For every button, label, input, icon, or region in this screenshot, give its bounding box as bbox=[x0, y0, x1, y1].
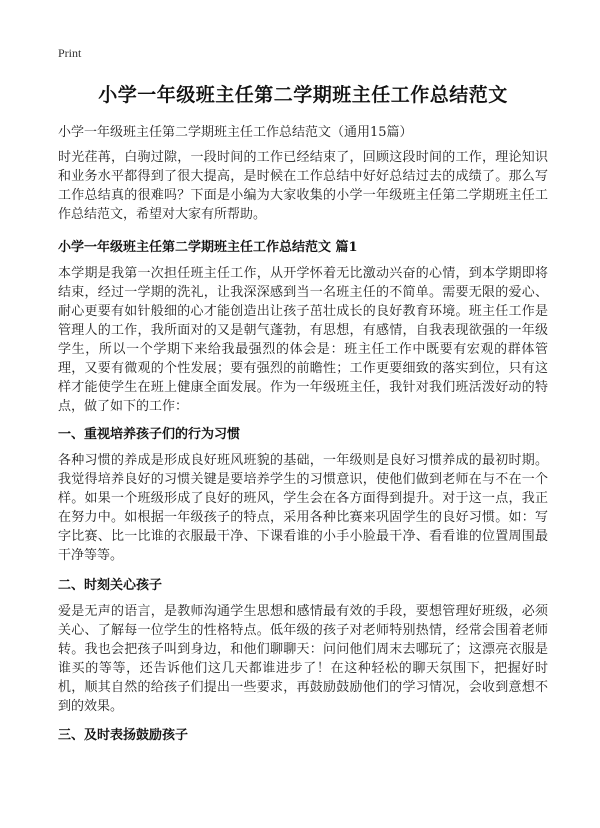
print-link[interactable]: Print bbox=[58, 46, 82, 60]
document-subtitle: 小学一年级班主任第二学期班主任工作总结范文（通用15篇） bbox=[58, 125, 413, 140]
document-title: 小学一年级班主任第二学期班主任工作总结范文 bbox=[98, 84, 508, 106]
section-heading: 三、及时表扬鼓励孩子 bbox=[58, 728, 189, 743]
article-heading: 小学一年级班主任第二学期班主任工作总结范文 篇1 bbox=[58, 240, 358, 255]
section-body: 爱是无声的语言，是教师沟通学生思想和感情最有效的手段，要想管理好班级，必须关心、了解每一位学生的性格特点。低年级的孩子对老师特别热情，经常会围着老师转。我也会把孩子叫到身边，和他们聊聊天：问问他们周末去哪玩了；这漂亮衣服是谁买的等等，还告诉他们这几天都谁进步了！在这种轻松的聊天氛围下，把握好时机，顺其自然的给孩子们提出一些要求，再鼓励鼓励他们的学习情况，会收到意想不到的效果。 bbox=[58, 604, 548, 714]
section-heading: 二、时刻关心孩子 bbox=[58, 578, 163, 593]
intro-paragraph: 时光荏苒，白驹过隙，一段时间的工作已经结束了，回顾这段时间的工作，理论知识和业务水平都得到了很大提高，是时候在工作总结中好好总结过去的成绩了。那么写工作总结真的很难吗？下面是小编为大家收集的小学一年级班主任第二学期班主任工作总结范文，希望对大家有所帮助。 bbox=[58, 150, 548, 222]
section-body: 各种习惯的养成是形成良好班风班貌的基础，一年级则是良好习惯养成的最初时期。我觉得培养良好的习惯关键是要培养学生的习惯意识，使他们做到老师在与不在一个样。如果一个班级形成了良好的班风，学生会在各方面得到提升。对于这一点，我正在努力中。如根据一年级孩子的特点，采用各种比赛来巩固学生的良好习惯。如：写字比赛、比一比谁的衣服最干净、下课看谁的小手小脸最干净、看看谁的位置周围最干净等等。 bbox=[58, 453, 548, 563]
article-intro-paragraph: 本学期是我第一次担任班主任工作，从开学怀着无比激动兴奋的心情，到本学期即将结束，经过一学期的洗礼，让我深深感到当一名班主任的不简单。需要无限的爱心、耐心更要有如针般细的心才能创造出让孩子茁壮成长的良好教育环境。班主任工作是管理人的工作，我所面对的又是朝气蓬勃，有思想，有感情，自我表现欲强的一年级学生，所以一个学期下来给我最强烈的体会是：班主任工作中既要有宏观的群体管理，又要有微观的个性发展；要有强烈的前瞻性；工作更要细致的落实到位，只有这样才能使学生在班上健康全面发展。作为一年级班主任，我针对我们班活泼好动的特点，做了如下的工作： bbox=[58, 266, 548, 414]
section-heading: 一、重视培养孩子们的行为习惯 bbox=[58, 427, 241, 442]
